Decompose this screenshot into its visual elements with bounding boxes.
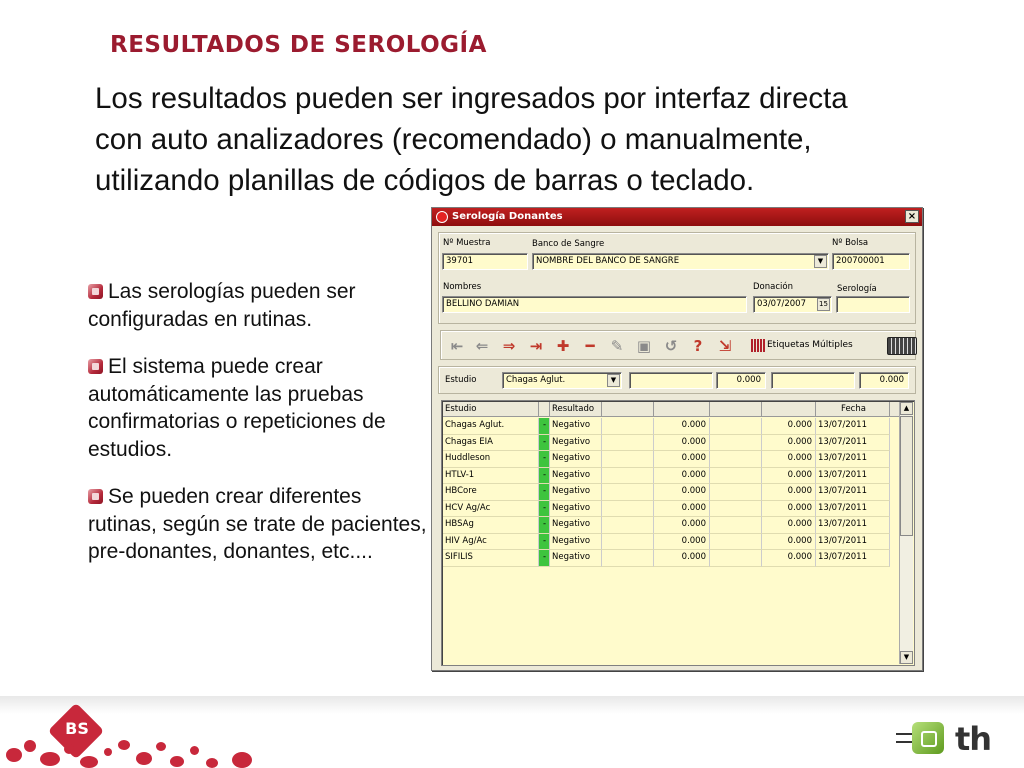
cell-dot bbox=[170, 756, 184, 767]
table-cell[interactable]: 13/07/2011 bbox=[816, 550, 890, 567]
table-cell[interactable] bbox=[602, 501, 654, 518]
table-cell[interactable]: 13/07/2011 bbox=[816, 501, 890, 518]
banco-value: NOMBRE DEL BANCO DE SANGRE bbox=[536, 256, 680, 266]
table-cell[interactable]: 13/07/2011 bbox=[816, 484, 890, 501]
table-cell[interactable]: - bbox=[539, 517, 550, 534]
bs-logo-text: BS bbox=[65, 719, 89, 738]
table-cell[interactable]: 13/07/2011 bbox=[816, 451, 890, 468]
save-icon[interactable]: ▣ bbox=[636, 337, 652, 355]
exit-icon[interactable]: ⇲ bbox=[718, 337, 732, 355]
table-cell[interactable]: - bbox=[539, 468, 550, 485]
table-cell[interactable]: Negativo bbox=[550, 435, 602, 452]
th-logo-mark bbox=[912, 722, 944, 754]
table-cell[interactable]: 0.000 bbox=[654, 484, 710, 501]
intro-text bbox=[95, 78, 995, 201]
bullet-item bbox=[88, 353, 428, 463]
grid-column-header[interactable] bbox=[762, 402, 816, 417]
table-cell[interactable]: - bbox=[539, 550, 550, 567]
table-cell[interactable]: SIFILIS bbox=[443, 550, 539, 567]
table-cell[interactable] bbox=[602, 468, 654, 485]
table-cell[interactable]: 0.000 bbox=[654, 468, 710, 485]
bullet-text: Las serologías pueden ser configuradas en rutinas. bbox=[88, 280, 356, 331]
prev-record-icon[interactable]: ⇐ bbox=[475, 337, 489, 355]
add-icon[interactable]: ✚ bbox=[556, 337, 570, 355]
table-cell[interactable]: Negativo bbox=[550, 534, 602, 551]
table-cell[interactable]: HBSAg bbox=[443, 517, 539, 534]
nombres-label: Nombres bbox=[443, 282, 482, 292]
table-cell[interactable]: 0.000 bbox=[762, 451, 816, 468]
table-cell[interactable]: 13/07/2011 bbox=[816, 418, 890, 435]
estudio-label: Estudio bbox=[445, 375, 477, 385]
grid-column-header[interactable]: Fecha bbox=[816, 402, 890, 417]
table-row[interactable] bbox=[443, 418, 901, 435]
close-button[interactable]: × bbox=[905, 210, 919, 223]
table-cell[interactable] bbox=[710, 550, 762, 567]
estudio-value-2[interactable]: 0.000 bbox=[859, 372, 909, 389]
keyboard-icon[interactable] bbox=[887, 337, 917, 355]
cell-dot bbox=[136, 752, 152, 765]
last-record-icon[interactable]: ⇥ bbox=[529, 337, 543, 355]
help-icon[interactable]: ? bbox=[693, 337, 703, 355]
vertical-scrollbar[interactable] bbox=[899, 402, 913, 664]
table-cell[interactable]: 0.000 bbox=[654, 534, 710, 551]
bolsa-label: Nº Bolsa bbox=[832, 238, 869, 248]
bullet-item bbox=[88, 278, 428, 333]
delete-icon[interactable]: ━ bbox=[585, 337, 595, 355]
table-cell[interactable]: Negativo bbox=[550, 451, 602, 468]
slide-title: RESULTADOS DE SEROLOGÍA bbox=[110, 32, 487, 58]
table-cell[interactable]: - bbox=[539, 484, 550, 501]
table-row[interactable] bbox=[443, 501, 901, 518]
serologia-window bbox=[431, 207, 923, 671]
intro-line: con auto analizadores (recomendado) o manualmente, bbox=[95, 123, 812, 156]
table-cell[interactable]: 0.000 bbox=[654, 418, 710, 435]
muestra-field[interactable]: 39701 bbox=[442, 253, 528, 270]
table-cell[interactable] bbox=[710, 418, 762, 435]
table-cell[interactable]: Chagas Aglut. bbox=[443, 418, 539, 435]
table-cell[interactable] bbox=[710, 451, 762, 468]
table-cell[interactable] bbox=[710, 468, 762, 485]
grid-column-header[interactable]: Resultado bbox=[550, 402, 602, 417]
cell-dot bbox=[24, 740, 36, 752]
table-cell[interactable] bbox=[602, 451, 654, 468]
cell-dot bbox=[80, 756, 98, 768]
results-grid bbox=[441, 400, 915, 666]
app-icon bbox=[436, 211, 448, 223]
table-cell[interactable]: Negativo bbox=[550, 418, 602, 435]
banco-select[interactable] bbox=[532, 253, 829, 270]
table-cell[interactable]: Chagas EIA bbox=[443, 435, 539, 452]
table-cell[interactable] bbox=[602, 418, 654, 435]
next-record-icon[interactable]: ⇒ bbox=[502, 337, 516, 355]
toolbar bbox=[440, 330, 916, 360]
table-cell[interactable]: 0.000 bbox=[762, 468, 816, 485]
estudio-field-a[interactable] bbox=[629, 372, 713, 389]
serologia-field[interactable] bbox=[836, 296, 910, 313]
bolsa-field[interactable]: 200700001 bbox=[832, 253, 910, 270]
table-row[interactable] bbox=[443, 435, 901, 452]
table-cell[interactable]: 0.000 bbox=[654, 451, 710, 468]
calendar-icon[interactable]: 15 bbox=[817, 298, 830, 311]
bullet-item bbox=[88, 483, 428, 566]
bullet-icon bbox=[88, 489, 103, 504]
cell-dot bbox=[206, 758, 218, 768]
edit-icon[interactable]: ✎ bbox=[610, 337, 624, 355]
table-cell[interactable]: 0.000 bbox=[654, 501, 710, 518]
grid-column-header[interactable] bbox=[710, 402, 762, 417]
table-cell[interactable] bbox=[710, 435, 762, 452]
intro-line: Los resultados pueden ser ingresados por interfaz directa bbox=[95, 82, 848, 115]
table-cell[interactable]: HBCore bbox=[443, 484, 539, 501]
table-cell[interactable]: 0.000 bbox=[654, 517, 710, 534]
table-cell[interactable] bbox=[602, 517, 654, 534]
table-cell[interactable]: - bbox=[539, 451, 550, 468]
estudio-selected: Chagas Aglut. bbox=[506, 375, 566, 385]
table-cell[interactable]: Negativo bbox=[550, 484, 602, 501]
table-cell[interactable]: 13/07/2011 bbox=[816, 468, 890, 485]
cell-dot bbox=[190, 746, 199, 755]
table-cell[interactable]: 0.000 bbox=[654, 550, 710, 567]
bullet-text: El sistema puede crear automáticamente las pruebas confirmatorias o repeticiones de estudios. bbox=[88, 355, 386, 461]
table-cell[interactable]: Negativo bbox=[550, 550, 602, 567]
table-cell[interactable]: 0.000 bbox=[762, 501, 816, 518]
footer-band bbox=[0, 696, 1024, 768]
table-cell[interactable]: 0.000 bbox=[762, 435, 816, 452]
window-titlebar[interactable] bbox=[432, 208, 922, 226]
table-cell[interactable]: 0.000 bbox=[762, 534, 816, 551]
table-cell[interactable]: 0.000 bbox=[762, 517, 816, 534]
table-cell[interactable]: 0.000 bbox=[762, 484, 816, 501]
grid-column-header[interactable] bbox=[602, 402, 654, 417]
bullet-icon bbox=[88, 359, 103, 374]
table-cell[interactable]: Negativo bbox=[550, 468, 602, 485]
estudio-select[interactable] bbox=[502, 372, 622, 389]
nombres-field[interactable]: BELLINO DAMIAN bbox=[442, 296, 747, 313]
scroll-down-icon[interactable]: ▼ bbox=[900, 651, 913, 664]
table-cell[interactable]: - bbox=[539, 435, 550, 452]
etiquetas-button[interactable]: Etiquetas Múltiples bbox=[767, 340, 853, 350]
window-title: Serología Donantes bbox=[452, 211, 563, 222]
estudio-field-b[interactable] bbox=[771, 372, 855, 389]
table-row[interactable] bbox=[443, 534, 901, 551]
cell-dot bbox=[232, 752, 252, 768]
chevron-down-icon[interactable]: ▼ bbox=[607, 374, 620, 387]
muestra-label: Nº Muestra bbox=[443, 238, 491, 248]
grid-column-header[interactable]: Estudio bbox=[443, 402, 539, 417]
scroll-up-icon[interactable]: ▲ bbox=[900, 402, 913, 415]
banco-label: Banco de Sangre bbox=[532, 239, 605, 249]
table-cell[interactable]: 13/07/2011 bbox=[816, 517, 890, 534]
bullet-list bbox=[88, 278, 428, 586]
table-cell[interactable] bbox=[710, 484, 762, 501]
grid-column-header[interactable] bbox=[539, 402, 550, 417]
table-cell[interactable]: HTLV-1 bbox=[443, 468, 539, 485]
table-cell[interactable] bbox=[710, 501, 762, 518]
table-row[interactable] bbox=[443, 468, 901, 485]
table-cell[interactable]: - bbox=[539, 534, 550, 551]
bullet-text: Se pueden crear diferentes rutinas, según se trate de pacientes, pre-donantes, donantes, etc.... bbox=[88, 485, 427, 563]
cell-dot bbox=[6, 748, 22, 762]
table-row[interactable] bbox=[443, 550, 901, 567]
table-cell[interactable] bbox=[602, 435, 654, 452]
table-cell[interactable]: 13/07/2011 bbox=[816, 534, 890, 551]
donacion-field[interactable] bbox=[753, 296, 832, 313]
cell-dot bbox=[118, 740, 130, 750]
cell-dot bbox=[156, 742, 166, 751]
table-row[interactable] bbox=[443, 484, 901, 501]
table-cell[interactable]: 0.000 bbox=[762, 418, 816, 435]
table-cell[interactable] bbox=[602, 484, 654, 501]
grid-header bbox=[443, 402, 901, 417]
table-cell[interactable]: - bbox=[539, 418, 550, 435]
table-cell[interactable]: Negativo bbox=[550, 501, 602, 518]
intro-line: utilizando planillas de códigos de barras o teclado. bbox=[95, 164, 755, 197]
table-cell[interactable]: Negativo bbox=[550, 517, 602, 534]
first-record-icon[interactable]: ⇤ bbox=[450, 337, 464, 355]
donacion-label: Donación bbox=[753, 282, 793, 292]
th-logo-text: th bbox=[955, 720, 992, 758]
table-cell[interactable] bbox=[602, 550, 654, 567]
table-cell[interactable] bbox=[602, 534, 654, 551]
table-cell[interactable]: 0.000 bbox=[762, 550, 816, 567]
table-cell[interactable]: - bbox=[539, 501, 550, 518]
chevron-down-icon[interactable]: ▼ bbox=[814, 255, 827, 268]
table-cell[interactable]: HCV Ag/Ac bbox=[443, 501, 539, 518]
table-cell[interactable]: HIV Ag/Ac bbox=[443, 534, 539, 551]
table-cell[interactable]: Huddleson bbox=[443, 451, 539, 468]
table-row[interactable] bbox=[443, 451, 901, 468]
donacion-value: 03/07/2007 bbox=[757, 299, 806, 309]
table-cell[interactable] bbox=[710, 534, 762, 551]
table-cell[interactable]: 0.000 bbox=[654, 435, 710, 452]
serologia-label: Serología bbox=[837, 284, 877, 294]
grid-column-header[interactable] bbox=[654, 402, 710, 417]
estudio-value-1[interactable]: 0.000 bbox=[716, 372, 766, 389]
table-row[interactable] bbox=[443, 517, 901, 534]
bullet-icon bbox=[88, 284, 103, 299]
barcode-icon bbox=[751, 339, 765, 352]
cell-dot bbox=[104, 748, 112, 756]
table-cell[interactable]: 13/07/2011 bbox=[816, 435, 890, 452]
undo-icon[interactable]: ↺ bbox=[664, 337, 678, 355]
table-cell[interactable] bbox=[710, 517, 762, 534]
cell-dot bbox=[40, 752, 60, 766]
scroll-thumb[interactable] bbox=[900, 416, 913, 536]
th-logo-lines bbox=[896, 733, 912, 743]
cell-dot bbox=[64, 744, 74, 754]
